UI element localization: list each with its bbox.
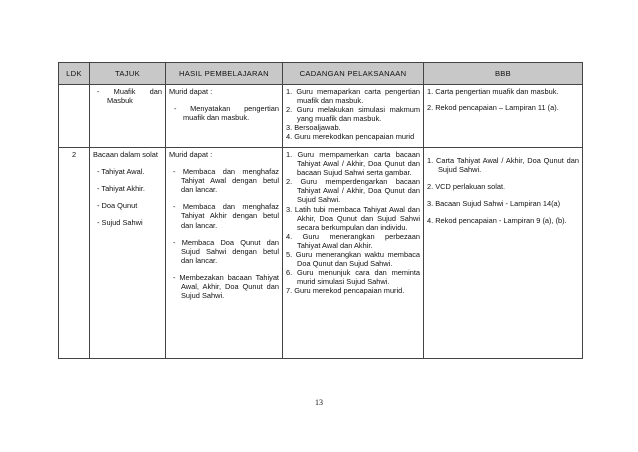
row2-hasil-item: - Membaca Doa Qunut dan Sujud Sahwi dengan betul dan lancar. <box>173 237 279 265</box>
row1-bbb <box>424 85 583 148</box>
row1-cadangan-item: 3. Bersoaljawab. <box>286 123 341 133</box>
row2-cadangan-item: 7. Guru merekod pencapaian murid. <box>286 286 405 296</box>
row1-tajuk <box>90 85 166 148</box>
row2-cadangan-item: 6. Guru menunjuk cara dan meminta murid simulasi Sujud Sahwi. <box>286 268 420 287</box>
row2-cadangan <box>283 148 424 359</box>
header-cadangan-pelaksanaan: CADANGAN PELAKSANAAN <box>283 63 424 85</box>
row1-cadangan-item: 1. Guru memaparkan carta pengertian muafik dan masbuk. <box>286 87 420 106</box>
row2-cadangan-item: 5. Guru menerangkan waktu membaca Doa Qunut dan Sujud Sahwi. <box>286 250 420 269</box>
row2-bbb-item: 3. Bacaan Sujud Sahwi - Lampiran 14(a) <box>427 199 561 209</box>
row2-bbb <box>424 148 583 359</box>
row1-hasil-intro: Murid dapat : <box>169 87 213 96</box>
row1-hasil-item: - Menyatakan pengertian muafik dan masbuk. <box>174 104 279 123</box>
row2-bbb-item: 4. Rekod pencapaian - Lampiran 9 (a), (b). <box>427 216 567 226</box>
row2-cadangan-item: 3. Latih tubi membaca Tahiyat Awal dan Akhir, Doa Qunut dan Sujud Sahwi secara berkumpulan dan individu. <box>286 204 420 232</box>
row1-tajuk-text: - Muafik dan Masbuk <box>97 87 162 106</box>
row2-bbb-item: 1. Carta Tahiyat Awal / Akhir, Doa Qunut dan Sujud Sahwi. <box>427 156 579 175</box>
table-row <box>59 85 583 148</box>
table-row <box>59 148 583 359</box>
row2-hasil-intro: Murid dapat : <box>169 150 213 159</box>
row1-bbb-item: 2. Rekod pencapaian – Lampiran 11 (a). <box>427 103 559 113</box>
row2-tajuk-title: Bacaan dalam solat <box>93 150 158 159</box>
row2-hasil-item: - Membaca dan menghafaz Tahiyat Awal dengan betul dan lancar. <box>173 167 279 195</box>
row2-hasil <box>166 148 283 359</box>
row2-hasil-item: - Membezakan bacaan Tahiyat Awal, Akhir, Doa Qunut dan Sujud Sahwi. <box>173 272 279 301</box>
row1-ldk <box>59 85 90 148</box>
row2-ldk: 2 <box>59 148 90 359</box>
row1-cadangan <box>283 85 424 148</box>
row1-hasil <box>166 85 283 148</box>
row2-tajuk-item: - Sujud Sahwi <box>97 218 143 228</box>
row2-hasil-item: - Membaca dan menghafaz Tahiyat Akhir dengan betul dan lancar. <box>173 202 279 230</box>
row1-cadangan-item: 2. Guru melakukan simulasi makmum yang muafik dan masbuk. <box>286 105 420 124</box>
row2-bbb-item: 2. VCD perlakuan solat. <box>427 182 506 192</box>
lesson-plan-table <box>58 62 583 359</box>
header-ldk: LDK <box>59 63 90 85</box>
row2-tajuk-item: - Tahiyat Akhir. <box>97 184 145 194</box>
row2-tajuk-item: - Tahiyat Awal. <box>97 167 145 177</box>
header-hasil-pembelajaran: HASIL PEMBELAJARAN <box>166 63 283 85</box>
row1-cadangan-item: 4. Guru merekodkan pencapaian murid <box>286 132 415 142</box>
table-header-row <box>59 63 583 85</box>
row2-cadangan-item: 4. Guru menerangkan perbezaan Tahiyat Awal dan Akhir. <box>286 231 420 250</box>
row2-cadangan-item: 1. Guru mempamerkan carta bacaan Tahiyat Awal / Akhir, Doa Qunut dan bacaan Sujud Sahwi serta gambar. <box>286 150 420 178</box>
page-number: 13 <box>315 398 323 407</box>
row2-tajuk <box>90 148 166 359</box>
row1-bbb-item: 1. Carta pengertian muafik dan masbuk. <box>427 87 559 96</box>
header-bbb: BBB <box>424 63 583 85</box>
header-tajuk: TAJUK <box>90 63 166 85</box>
row2-cadangan-item: 2. Guru memperdengarkan bacaan Tahiyat Awal / Akhir, Doa Qunut dan Sujud Sahwi. <box>286 177 420 205</box>
row2-tajuk-item: - Doa Qunut <box>97 201 138 211</box>
